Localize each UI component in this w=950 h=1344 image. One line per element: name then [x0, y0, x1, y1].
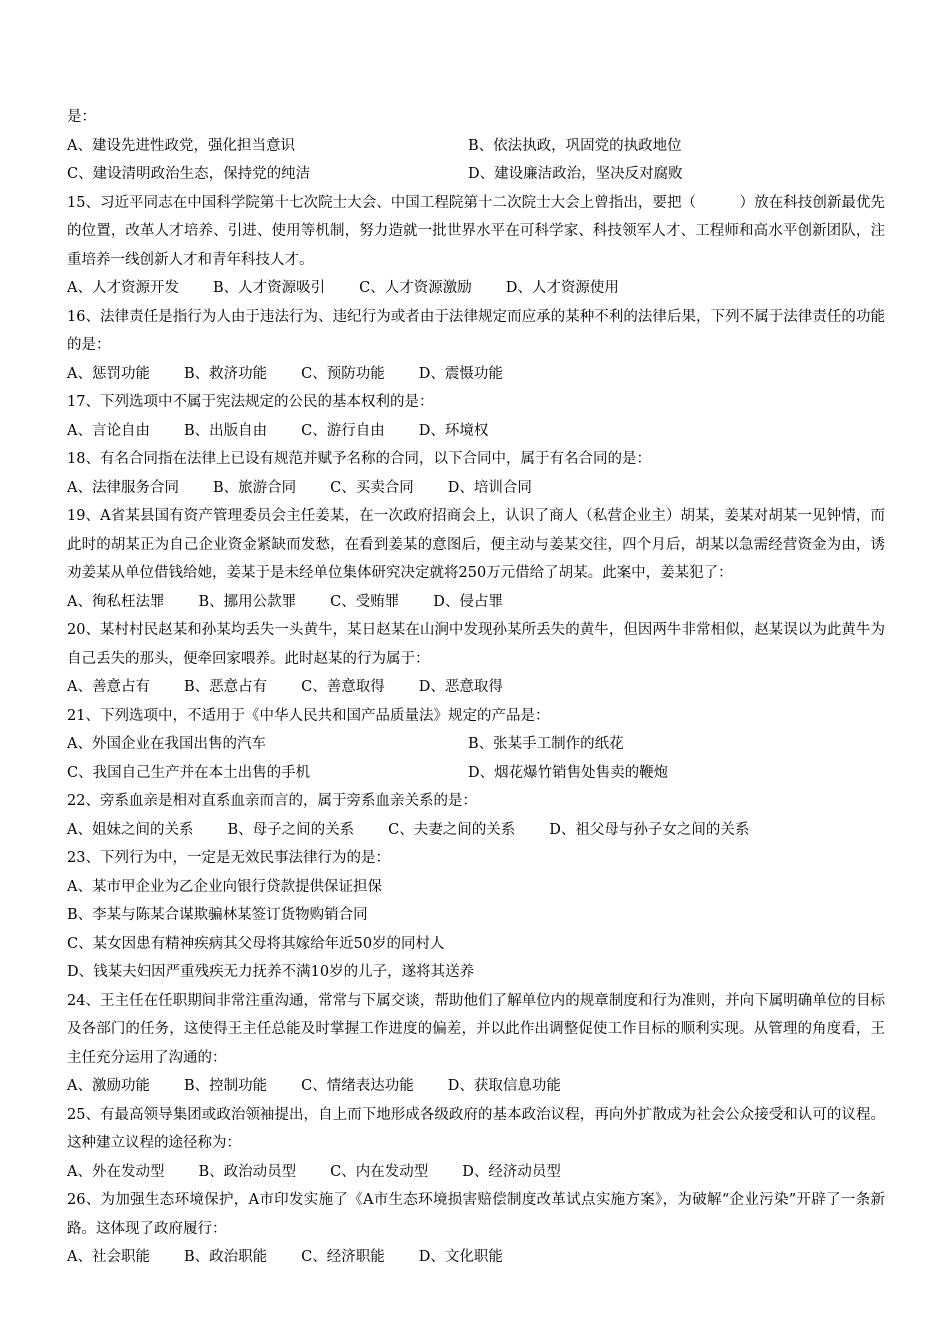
q18-option-b: B、旅游合同 — [212, 479, 297, 496]
q15-option-c: C、人才资源激励 — [359, 280, 472, 296]
q19-stem: 19、A省某县国有资产管理委员会主任姜某，在一次政府招商会上，认识了商人（私营企业主）胡某，姜某对胡某一见钟情，而此时的胡某正为自己企业资金紧缺而发愁，在看到姜某的意图后，便主动与姜某交往，四个月后，胡某以急需经营资金为由，诱劝姜某从单位借钱给她，姜某于是未经单位集体研究决定就将250万元借给了胡某。此案中，姜某犯了： — [67, 508, 885, 581]
q16-stem: 16、法律责任是指行为人由于违法行为、违纪行为或者由于法律规定而应承的某种不利的法律后果，下列不属于法律责任的功能的是： — [67, 308, 885, 353]
q16-options — [67, 360, 885, 389]
q16-option-d: D、震慑功能 — [418, 365, 503, 382]
q21-option-b: B、张某手工制作的纸花 — [468, 736, 624, 752]
q25-option-d: D、经济动员型 — [462, 1163, 561, 1180]
q15-option-d: D、人才资源使用 — [505, 280, 619, 296]
q23-stem: 23、下列行为中，一定是无效民事法律行为的是： — [67, 850, 390, 866]
q19-option-c: C、受贿罪 — [330, 593, 400, 610]
q24-stem: 24、王主任在任职期间非常注重沟通，常常与下属交谈，帮助他们了解单位内的规章制度和行为准则，并向下属明确单位的目标及各部门的任务，这使得王主任总能及时掌握工作进度的偏差，并以此作出调整促使工作目标的顺利实现。从管理的角度看，王主任充分运用了沟通的： — [67, 992, 885, 1066]
q24-option-d: D、获取信息功能 — [447, 1078, 561, 1094]
q14-option-b: B、依法执政，巩固党的执政地位 — [468, 137, 682, 154]
q26-option-a: A、社会职能 — [67, 1249, 150, 1265]
q19-option-b: B、挪用公款罪 — [198, 593, 297, 610]
q14-stem-tail: 是： — [67, 109, 96, 125]
q24-option-c: C、情绪表达功能 — [301, 1078, 414, 1094]
q26-option-c: C、经济职能 — [301, 1249, 385, 1265]
q21-options-row2 — [67, 759, 885, 788]
q21-option-a: A、外国企业在我国出售的汽车 — [67, 736, 266, 752]
q24-options — [67, 1072, 885, 1101]
q14-options-row2 — [67, 160, 885, 189]
q20-options — [67, 673, 885, 702]
q20-option-a: A、善意占有 — [67, 679, 150, 695]
q22-option-a: A、姐妹之间的关系 — [67, 821, 194, 838]
q18-options — [67, 474, 885, 503]
q19-options — [67, 588, 885, 617]
q17-option-c: C、游行自由 — [301, 422, 385, 439]
q22-stem: 22、旁系血亲是相对直系血亲而言的，属于旁系血亲关系的是： — [67, 793, 477, 809]
q18-option-d: D、培训合同 — [447, 479, 532, 496]
q22-options — [67, 816, 885, 845]
q22-option-c: C、夫妻之间的关系 — [388, 821, 516, 838]
q14-option-c: C、建设清明政治生态，保持党的纯洁 — [67, 166, 311, 182]
q20-option-d: D、恶意取得 — [418, 679, 503, 695]
q26-option-b: B、政治职能 — [183, 1249, 268, 1265]
q16-option-a: A、惩罚功能 — [67, 365, 150, 382]
q16-option-b: B、救济功能 — [183, 365, 268, 382]
q23-option-c: C、某女因患有精神疾病其父母将其嫁给年近50岁的同村人 — [67, 935, 445, 952]
q26-options — [67, 1243, 885, 1272]
q16-option-c: C、预防功能 — [301, 365, 385, 382]
q23-option-a: A、某市甲企业为乙企业向银行贷款提供保证担保 — [67, 878, 382, 895]
q25-option-a: A、外在发动型 — [67, 1163, 165, 1180]
q26-option-d: D、文化职能 — [418, 1249, 503, 1265]
q25-stem: 25、有最高领导集团或政治领袖提出，自上而下地形成各级政府的基本政治议程，再向外扩散成为社会公众接受和认可的议程。这种建立议程的途径称为： — [67, 1106, 885, 1151]
q14-option-d: D、建设廉洁政治，坚决反对腐败 — [468, 166, 683, 182]
q21-option-c: C、我国自己生产并在本土出售的手机 — [67, 764, 311, 781]
q15-option-b: B、人才资源吸引 — [212, 280, 326, 296]
q20-stem: 20、某村村民赵某和孙某均丢失一头黄牛，某日赵某在山涧中发现孙某所丢失的黄牛，但因两牛非常相似，赵某误以为此黄牛为自己丢失的那头，便牵回家喂养。此时赵某的行为属于： — [67, 622, 885, 667]
q24-option-a: A、激励功能 — [67, 1078, 150, 1094]
q17-option-a: A、言论自由 — [67, 422, 150, 439]
q19-option-d: D、侵占罪 — [433, 593, 503, 610]
q25-options — [67, 1158, 885, 1187]
q17-option-d: D、环境权 — [418, 422, 489, 439]
q14-option-a: A、建设先进性政党，强化担当意识 — [67, 137, 295, 154]
q17-option-b: B、出版自由 — [183, 422, 268, 439]
q17-options — [67, 417, 885, 446]
q18-option-c: C、买卖合同 — [330, 479, 414, 496]
q20-option-b: B、恶意占有 — [183, 679, 268, 695]
q15-option-a: A、人才资源开发 — [67, 280, 179, 296]
q22-option-d: D、祖父母与孙子女之间的关系 — [549, 821, 750, 838]
q21-option-d: D、烟花爆竹销售处售卖的鞭炮 — [468, 764, 669, 781]
q22-option-b: B、母子之间的关系 — [227, 821, 355, 838]
q26-stem: 26、为加强生态环境保护，A市印发实施了《A市生态环境损害赔偿制度改革试点实施方案》，为破解“企业污染”开辟了一条新路。这体现了政府履行： — [67, 1192, 885, 1237]
q24-option-b: B、控制功能 — [183, 1078, 268, 1094]
q18-stem: 18、有名合同指在法律上已设有规范并赋予名称的合同，以下合同中，属于有名合同的是： — [67, 451, 651, 467]
q15-stem: 15、习近平同志在中国科学院第十七次院士大会、中国工程院第十二次院士大会上曾指出，要把（ ）放在科技创新最优先的位置，改革人才培养、引进、使用等机制，努力造就一批世界水平在可科学家、科技领军人才、工程师和高水平创新团队，注重培养一线创新人才和青年科技人才。 — [67, 194, 885, 268]
exam-page — [67, 103, 885, 1272]
q25-option-b: B、政治动员型 — [198, 1163, 297, 1180]
q19-option-a: A、徇私枉法罪 — [67, 593, 165, 610]
q14-options-row1 — [67, 132, 885, 161]
q25-option-c: C、内在发动型 — [330, 1163, 429, 1180]
q21-stem: 21、下列选项中，不适用于《中华人民共和国产品质量法》规定的产品是： — [67, 707, 550, 724]
q17-stem: 17、下列选项中不属于宪法规定的公民的基本权利的是： — [67, 394, 434, 410]
q20-option-c: C、善意取得 — [301, 679, 385, 695]
q23-option-d: D、钱某夫妇因严重残疾无力抚养不满10岁的儿子，遂将其送养 — [67, 964, 475, 980]
q18-option-a: A、法律服务合同 — [67, 479, 179, 496]
q21-options-row1 — [67, 730, 885, 759]
q23-option-b: B、李某与陈某合谋欺骗林某签订货物购销合同 — [67, 907, 368, 923]
q15-options — [67, 274, 885, 303]
